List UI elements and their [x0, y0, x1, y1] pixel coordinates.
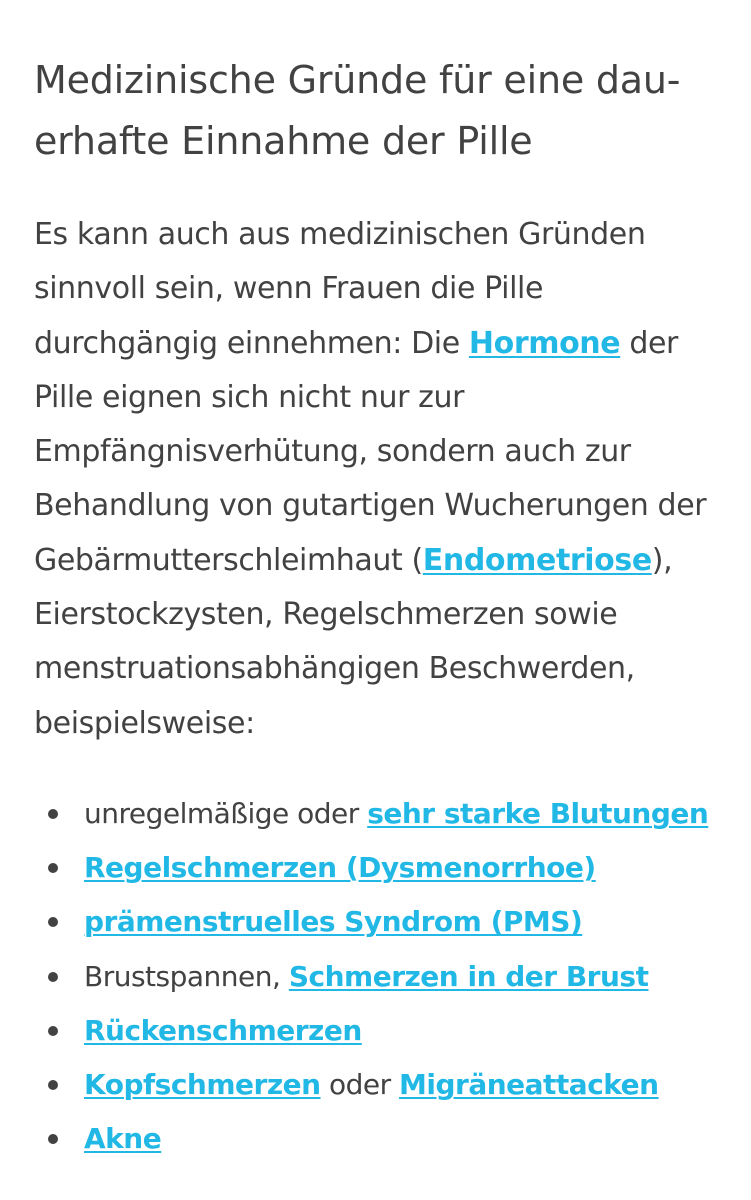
bullet-icon — [48, 863, 58, 873]
bullet-icon — [48, 1134, 58, 1144]
list-item-link-secondary[interactable]: Migräneattacken — [399, 1067, 659, 1101]
bullet-icon — [48, 917, 58, 927]
list-item-middle: oder — [320, 1067, 400, 1101]
paragraph-text-3: ), Eierstockzysten, Regelschmerzen sowie menstruationsabhängigen Beschwerden, beispielsweise: — [34, 542, 673, 741]
list-item-prefix: unregelmäßige oder — [84, 796, 368, 830]
list-item — [34, 895, 717, 949]
hormone-link[interactable]: Hormone — [468, 325, 621, 361]
list-item-link[interactable]: Schmerzen in der Brust — [288, 959, 649, 993]
list-item-link[interactable]: Regelschmerzen (Dysmenorrhoe) — [84, 851, 596, 885]
list-item-link[interactable]: Kopfschmerzen — [84, 1067, 321, 1101]
heading-line-2: erhafte Einnahme der Pille — [34, 119, 533, 163]
list-item — [34, 1004, 717, 1058]
list-item-prefix: Brustspannen, — [84, 959, 289, 993]
list-item — [34, 1112, 717, 1166]
heading-line-1: Medizinische Gründe für eine dau- — [34, 58, 681, 102]
bullet-icon — [48, 809, 58, 819]
list-item-link[interactable]: Rückenschmerzen — [84, 1013, 362, 1047]
bullet-icon — [48, 1080, 58, 1090]
list-item — [34, 787, 717, 841]
bullet-icon — [48, 1026, 58, 1036]
intro-paragraph — [34, 208, 717, 751]
bullet-icon — [48, 972, 58, 982]
list-item-link[interactable]: sehr starke Blutungen — [367, 796, 709, 830]
list-item — [34, 1058, 717, 1112]
paragraph-text-1: Es kann auch aus medizinischen Gründen sinnvoll sein, wenn Frauen die Pille durchgängig einnehmen: Die — [34, 217, 646, 361]
endometriose-link[interactable]: Endometriose — [422, 542, 652, 578]
list-item-link[interactable]: Akne — [84, 1122, 162, 1156]
list-item — [34, 841, 717, 895]
section-heading — [34, 50, 717, 172]
list-item — [34, 950, 717, 1004]
paragraph-text-2: der Pille eignen sich nicht nur zur Empfängnisverhütung, sondern auch zur Behandlung von gutartigen Wucherungen der Gebärmutterschleimhaut ( — [34, 325, 707, 578]
symptom-list — [34, 787, 717, 1166]
list-item-link[interactable]: prämenstruelles Syndrom (PMS) — [84, 905, 583, 939]
